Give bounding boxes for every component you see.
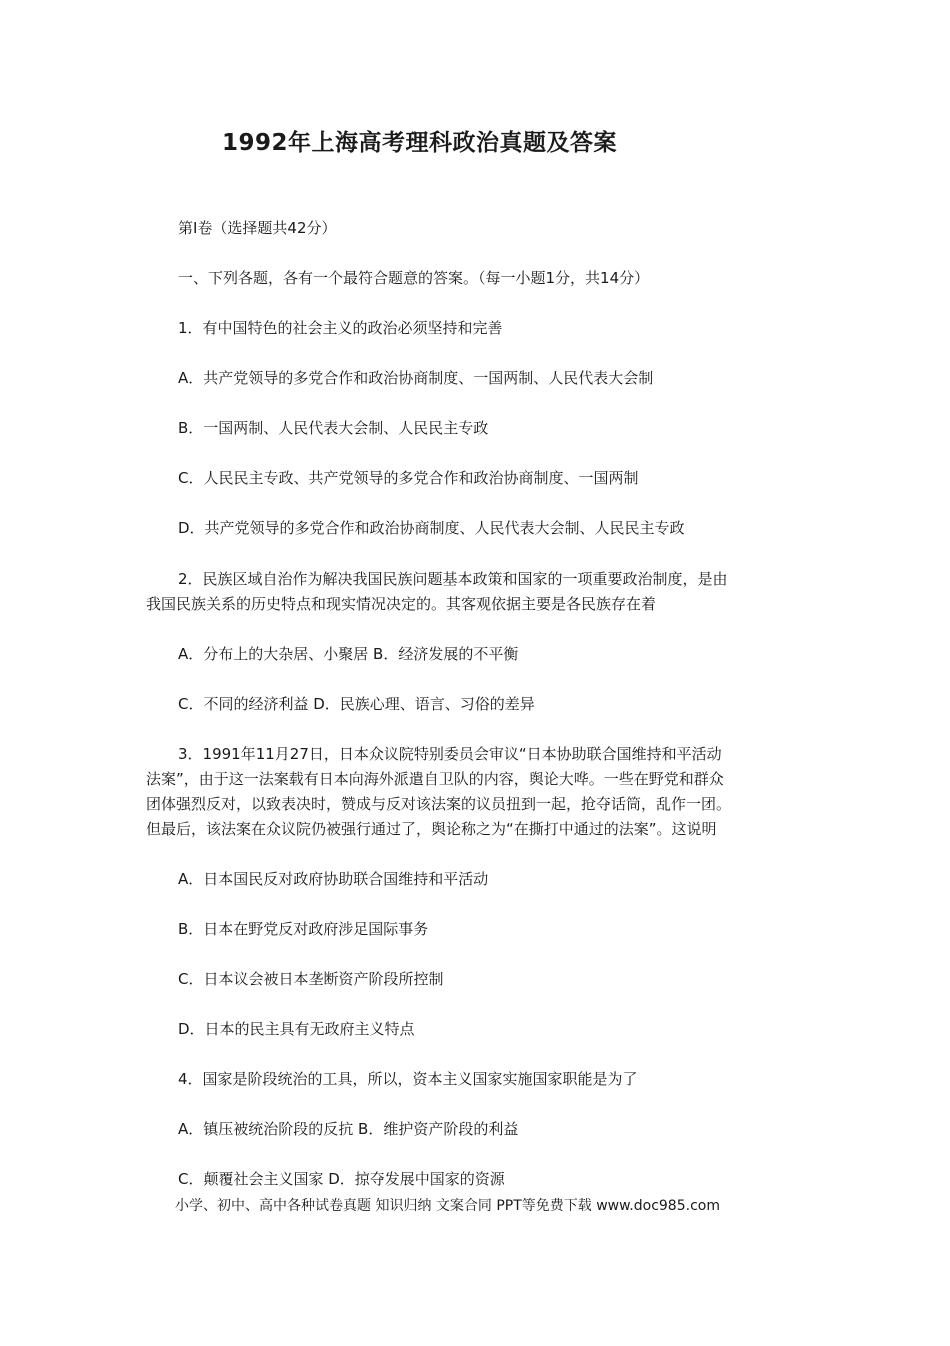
question-4-options-ab: A．镇压被统治阶段的反抗 B．维护资产阶段的利益 xyxy=(178,1120,519,1138)
question-1-option-d: D．共产党领导的多党合作和政治协商制度、人民代表大会制、人民民主专政 xyxy=(178,519,685,537)
question-4-options-cd: C．颠覆社会主义国家 D．掠夺发展中国家的资源 xyxy=(178,1170,505,1188)
section-header: 第I卷（选择题共42分） xyxy=(178,219,337,237)
question-2-options-ab: A．分布上的大杂居、小聚居 B．经济发展的不平衡 xyxy=(178,645,519,663)
question-2-stem-line-2: 我国民族关系的历史特点和现实情况决定的。其客观依据主要是各民族存在着 xyxy=(146,595,657,613)
question-2-stem-line-1: 2．民族区域自治作为解决我国民族问题基本政策和国家的一项重要政治制度，是由 xyxy=(178,570,728,588)
question-3-stem-line-2: 法案”，由于这一法案载有日本向海外派遣自卫队的内容，舆论大哗。一些在野党和群众 xyxy=(146,770,724,788)
question-1-option-b: B．一国两制、人民代表大会制、人民民主专政 xyxy=(178,419,489,437)
question-3-stem-line-4: 但最后，该法案在众议院仍被强行通过了，舆论称之为“在撕打中通过的法案”。这说明 xyxy=(146,820,717,838)
question-3-option-c: C．日本议会被日本垄断资产阶段所控制 xyxy=(178,970,444,988)
question-1-option-c: C．人民民主专政、共产党领导的多党合作和政治协商制度、一国两制 xyxy=(178,469,639,487)
part-one-instruction: 一、下列各题，各有一个最符合题意的答案。（每一小题1分，共14分） xyxy=(178,269,650,287)
question-3-option-b: B．日本在野党反对政府涉足国际事务 xyxy=(178,920,429,938)
question-3-option-d: D．日本的民主具有无政府主义特点 xyxy=(178,1020,415,1038)
footer-text: 小学、初中、高中各种试卷真题 知识归纳 文案合同 PPT等免费下载 www.doc985.com xyxy=(175,1198,720,1214)
question-3-option-a: A．日本国民反对政府协助联合国维持和平活动 xyxy=(178,870,489,888)
question-1-stem: 1．有中国特色的社会主义的政治必须坚持和完善 xyxy=(178,319,503,337)
question-2-options-cd: C．不同的经济利益 D．民族心理、语言、习俗的差异 xyxy=(178,695,535,713)
question-3-stem-line-1: 3．1991年11月27日，日本众议院特别委员会审议“日本协助联合国维持和平活动 xyxy=(178,745,722,763)
question-4-stem: 4．国家是阶段统治的工具，所以，资本主义国家实施国家职能是为了 xyxy=(178,1070,638,1088)
question-1-option-a: A．共产党领导的多党合作和政治协商制度、一国两制、人民代表大会制 xyxy=(178,369,654,387)
page-title: 1992年上海高考理科政治真题及答案 xyxy=(222,130,618,156)
question-3-stem-line-3: 团体强烈反对，以致表决时，赞成与反对该法案的议员扭到一起，抢夺话筒，乱作一团。 xyxy=(146,795,732,813)
